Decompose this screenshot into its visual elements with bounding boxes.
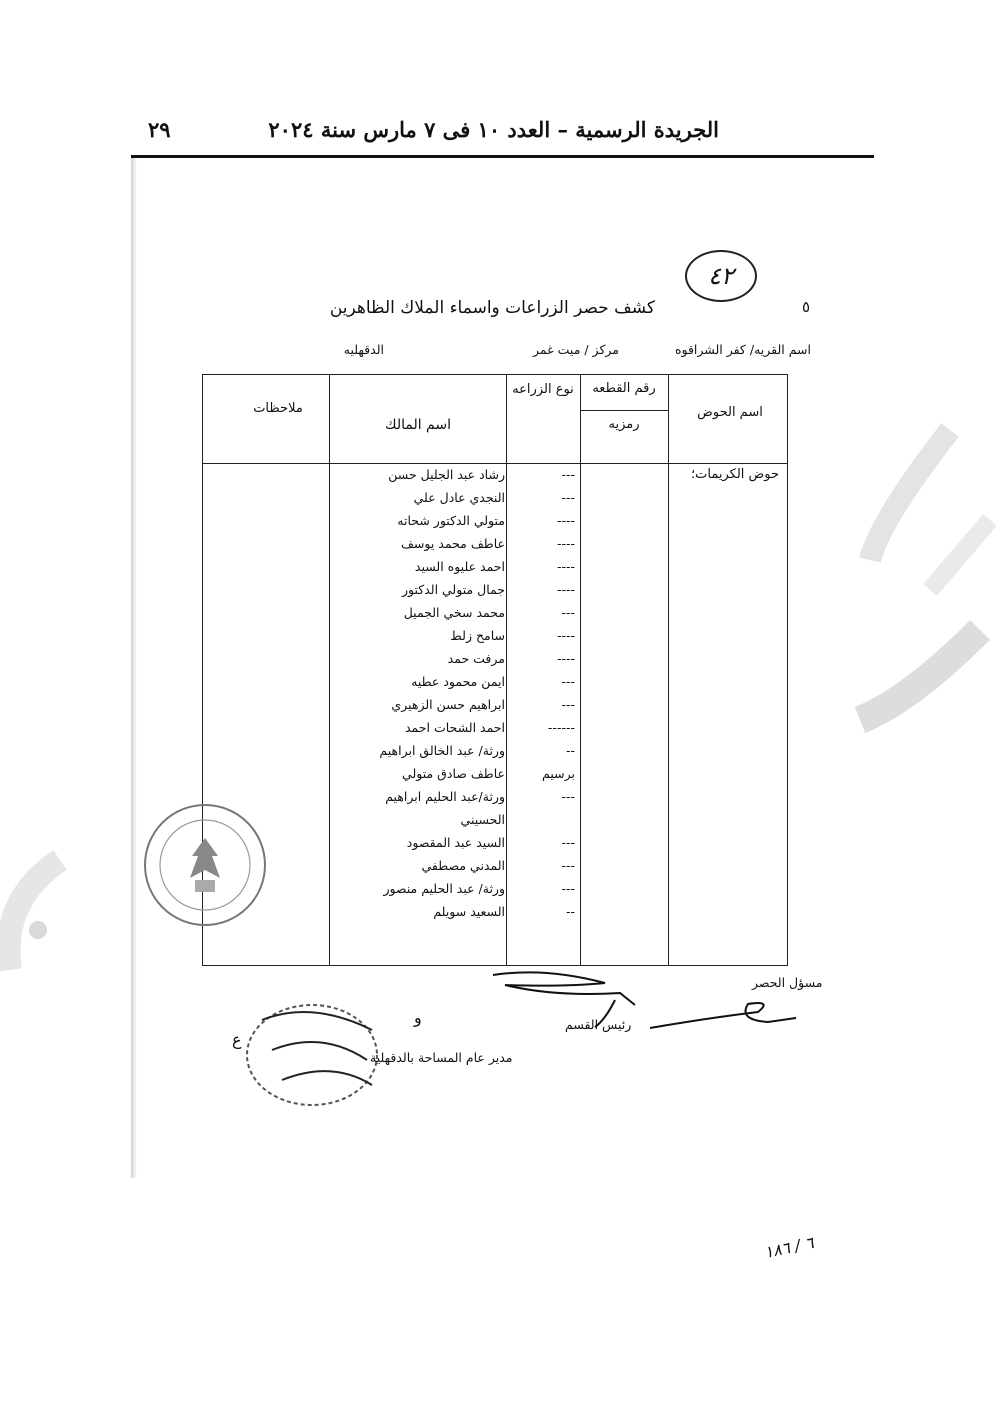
cultivation-cell: --- xyxy=(561,674,575,689)
gazette-header: الجريدة الرسمية – العدد ١٠ فى ٧ مارس سنة ٢٠٢٤ xyxy=(268,117,719,142)
owner-cell: ورثة/ عبد الخالق ابراهيم xyxy=(379,743,505,758)
header-parcel-code: رمزيه xyxy=(608,417,640,432)
folio-number: ٦ / ١٨٦ xyxy=(762,1233,816,1262)
owner-cell: السيد عبد المقصود xyxy=(406,835,505,850)
cultivation-cell: ---- xyxy=(556,536,575,551)
header-cultivation-type: نوع الزراعه xyxy=(512,382,574,397)
owner-cell: محمد سخي الجميل xyxy=(403,605,505,620)
page-number: ٢٩ xyxy=(148,117,171,142)
owner-cell: السعيد سويلم xyxy=(433,904,505,919)
header-rule xyxy=(131,155,874,158)
hod-name-cell: حوض الكريمات؛ xyxy=(691,467,779,482)
cultivation-cell: --- xyxy=(561,697,575,712)
header-hod-name: اسم الحوض xyxy=(697,405,763,420)
owner-cell: سامح زلط xyxy=(450,628,505,643)
owner-cell: جمال متولي الدكتور xyxy=(401,582,505,597)
cultivation-cell: --- xyxy=(561,605,575,620)
handwritten-mark: و xyxy=(414,1008,422,1027)
cultivation-cell: --- xyxy=(561,490,575,505)
form-title: كشف حصر الزراعات واسماء الملاك الظاهرين xyxy=(329,298,655,318)
cultivation-cell: ---- xyxy=(556,651,575,666)
owner-cell: متولي الدكتور شحاته xyxy=(397,513,505,528)
watermark-arc xyxy=(0,800,140,980)
director-label: مدير عام المساحة بالدقهلية xyxy=(370,1050,513,1065)
cultivation-cell: --- xyxy=(561,467,575,482)
signature-section-head-icon xyxy=(485,965,645,1035)
header-divider xyxy=(203,463,787,464)
owner-cell: النجدي عادل علي xyxy=(413,490,505,505)
header-notes: ملاحظات xyxy=(253,401,303,416)
owner-cell: احمد الشحات احمد xyxy=(405,720,505,735)
section-head-label: رئيس القسم xyxy=(565,1017,632,1032)
cultivation-cell: -- xyxy=(565,904,575,919)
owner-cell: المدني مصطفي xyxy=(421,858,505,873)
owner-cell: ابراهيم حسن الزهيري xyxy=(391,697,505,712)
cultivation-cell: --- xyxy=(561,881,575,896)
cultivation-cell: ------ xyxy=(547,720,575,735)
parcel-header-divider xyxy=(580,410,668,411)
cultivation-cell: --- xyxy=(561,858,575,873)
owner-cell: الحسيني xyxy=(460,812,505,827)
cultivation-cell: --- xyxy=(561,789,575,804)
director-seal-icon xyxy=(232,990,382,1110)
owner-cell: ايمن محمود عطيه xyxy=(411,674,505,689)
sheet-number-circle: ٤٢ xyxy=(685,250,757,302)
owner-cell: ورثة/عبد الحليم ابراهيم xyxy=(385,789,505,804)
cultivation-cell: --- xyxy=(561,835,575,850)
header-parcel-number: رقم القطعه xyxy=(592,381,656,396)
owner-cell: ورثة/ عبد الحليم منصور xyxy=(383,881,505,896)
header-owner-name: اسم المالك xyxy=(385,417,451,433)
cultivation-cell: ---- xyxy=(556,582,575,597)
cultivation-cell: -- xyxy=(565,743,575,758)
official-seal-icon xyxy=(140,800,270,930)
cultivation-cell: برسيم xyxy=(542,766,575,781)
signature-responsible-icon xyxy=(648,990,798,1035)
owner-cell: عاطف صادق متولي xyxy=(402,766,505,781)
village-name: اسم القريه/ كفر الشراقوه xyxy=(674,342,811,357)
owner-cell: عاطف محمد يوسف xyxy=(400,536,505,551)
cultivation-cell: ---- xyxy=(556,628,575,643)
governorate-name: الدقهليه xyxy=(343,342,384,357)
owner-cell: احمد عليوه السيد xyxy=(414,559,505,574)
markaz-name: مركز / ميت غمر xyxy=(533,342,619,357)
scan-edge xyxy=(131,158,137,1178)
responsible-label: مسؤل الحصر xyxy=(752,975,823,990)
cultivation-cell: ---- xyxy=(556,559,575,574)
cultivation-cell: ---- xyxy=(556,513,575,528)
cultivation-cell xyxy=(515,812,575,835)
sheet-index: ٥ xyxy=(802,298,811,316)
owner-cell: رشاد عبد الجليل حسن xyxy=(388,467,505,482)
handwritten-mark: ع xyxy=(232,1030,242,1049)
owner-cell: مرفت حمد xyxy=(447,651,505,666)
survey-table xyxy=(202,374,788,966)
